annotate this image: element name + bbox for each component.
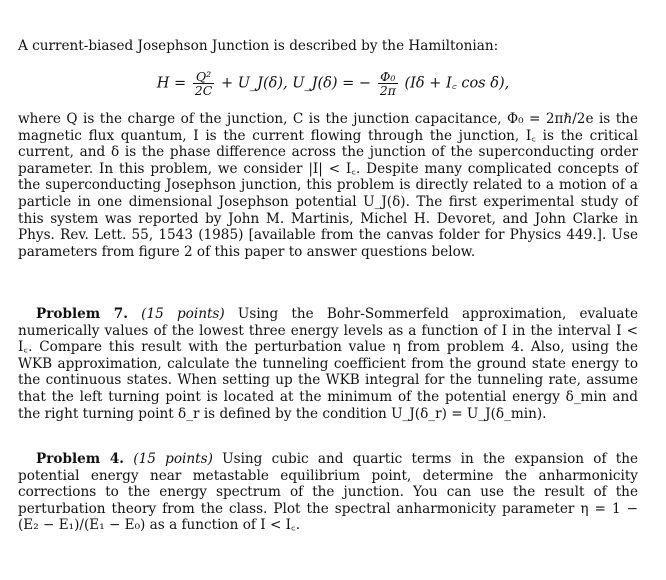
problem-7-title: Problem 7. <box>36 306 128 322</box>
problem-7-text: Using the Bohr-Sommerfeld approximation, evaluate numerically values of the lowest three energy levels as a function of I in the interval I < I꜀. Compare this result with the perturbation value η from problem 4. Also, using the WKB approximation, calculate the tunneling coefficient from the ground state energy to the continuous states. When setting up the WKB integral for the tunneling rate, assume that the left turning point is located at the minimum of the potential energy δ_min and the right turning point δ_r is defined by the condition U_J(δ_r) = U_J(δ_min). <box>18 306 639 422</box>
eq-tail: (Iδ + I꜀ cos δ), <box>404 75 510 92</box>
hamiltonian-equation <box>0 70 666 97</box>
problem-4-title: Problem 4. <box>36 451 125 467</box>
eq-frac1-numerator: Q² <box>193 70 215 84</box>
eq-frac2-numerator: Φ₀ <box>378 70 398 84</box>
eq-middle: + U_J(δ), U_J(δ) = − <box>220 75 372 92</box>
eq-frac1-denominator: 2C <box>194 83 213 98</box>
intro-body-paragraph: where Q is the charge of the junction, C is the junction capacitance, Φ₀ = 2πℏ/2e is the magnetic flux quantum, I is the current flowing through the junction, I꜀ is the critical current, and δ is the phase difference across the junction of the superconducting order parameter. In this problem, we consider |I| < I꜀. Despite many complicated concepts of the superconducting Josephson junction, this problem is directly related to a motion of a particle in one dimensional Josephson potential U_J(δ). The first experimental study of this system was reported by John M. Martinis, Michel H. Devoret, and John Clarke in Phys. Rev. Lett. 55, 1543 (1985) [available from the canvas folder for Physics 449.]. Use parameters from figure 2 of this paper to answer questions below. <box>18 111 638 260</box>
problem-4-text: Using cubic and quartic terms in the expansion of the potential energy near metastable equilibrium point, determine the anharmonicity corrections to the energy spectrum of the junction. You can use the result of the perturbation theory from the class. Plot the spectral anharmonicity parameter η = 1 − (E₂ − E₁)/(E₁ − E₀) as a function of I < I꜀. <box>18 451 639 534</box>
eq-fraction-flux <box>378 70 398 97</box>
problem-4-points: (15 points) <box>133 451 213 467</box>
eq-fraction-kinetic <box>193 70 215 97</box>
problem-7 <box>18 306 638 422</box>
problem-7-points: (15 points) <box>141 306 225 322</box>
eq-lhs: H = <box>156 75 187 92</box>
eq-frac2-denominator: 2π <box>379 83 396 98</box>
problem-4 <box>18 451 638 534</box>
intro-first-line: A current-biased Josephson Junction is described by the Hamiltonian: <box>18 38 499 54</box>
